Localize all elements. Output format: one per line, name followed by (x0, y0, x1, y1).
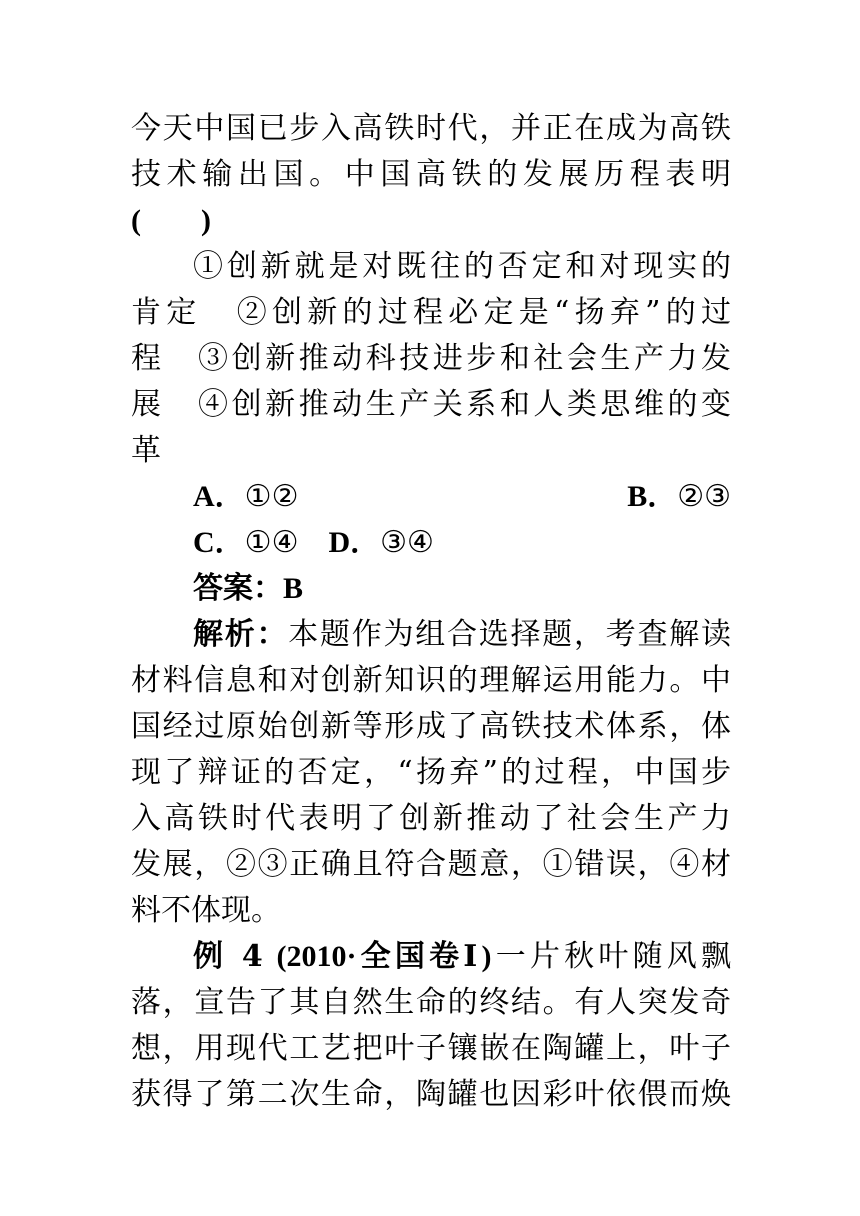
option-c-label: C． (193, 526, 245, 559)
example-line-3: 想，用现代工艺把叶子镶嵌在陶罐上，叶子 (131, 1031, 731, 1066)
option-d-value: ③④ (380, 525, 434, 560)
option-b (627, 474, 731, 520)
answer-line (131, 566, 731, 612)
analysis-line-1 (131, 612, 731, 658)
example-text-1: 一片秋叶随风飘 (491, 939, 731, 974)
analysis-text-1: 本题作为组合选择题，考查解读 (288, 617, 731, 652)
analysis-line-3: 国经过原始创新等形成了高铁技术体系，体 (131, 709, 731, 744)
option-b-value: ②③ (677, 479, 731, 514)
option-a-value: ①② (244, 479, 299, 514)
answer-value: B (283, 572, 304, 605)
analysis-line-6: 发展，②③正确且符合题意，①错误，④材 (131, 847, 731, 882)
option-b-label: B． (627, 480, 678, 513)
analysis-line-4: 现了辩证的否定，“扬弃”的过程，中国步 (131, 755, 731, 790)
options-row-2 (131, 520, 731, 566)
analysis-label: 解析： (193, 617, 289, 652)
options-row-1 (131, 474, 731, 520)
answer-label: 答案： (193, 571, 283, 606)
option-c-value: ①④ (244, 525, 299, 560)
analysis-line-2: 材料信息和对创新知识的理解运用能力。中 (131, 663, 731, 698)
question-stem-line-2: 技术输出国。中国高铁的发展历程表明 (131, 157, 731, 192)
statement-line-3: 程 ③创新推动科技进步和社会生产力发 (131, 341, 731, 376)
example-line-4: 获得了第二次生命，陶罐也因彩叶依偎而焕 (131, 1077, 731, 1112)
example-line-1 (131, 934, 731, 980)
example-line-2: 落，宣告了其自然生命的终结。有人突发奇 (131, 985, 731, 1020)
analysis-line-7: 料不体现。 (131, 893, 281, 928)
option-a (193, 474, 298, 520)
statement-line-1: ①创新就是对既往的否定和对现实的 (193, 249, 731, 284)
example-source: (2010·全国卷Ⅰ) (276, 940, 492, 973)
statement-line-4: 展 ④创新推动生产关系和人类思维的变 (131, 387, 731, 422)
analysis-line-5: 入高铁时代表明了创新推动了社会生产力 (131, 801, 731, 836)
statement-line-2: 肯定 ②创新的过程必定是“扬弃”的过 (131, 295, 731, 330)
example-label: 例 4 (193, 939, 263, 974)
answer-blank: ( ) (131, 204, 211, 237)
question-stem-line-1: 今天中国已步入高铁时代，并正在成为高铁 (131, 111, 731, 146)
option-a-label: A． (193, 480, 245, 513)
option-d-label: D． (328, 526, 381, 559)
statement-line-5: 革 (131, 433, 161, 468)
document-page (131, 106, 731, 1118)
